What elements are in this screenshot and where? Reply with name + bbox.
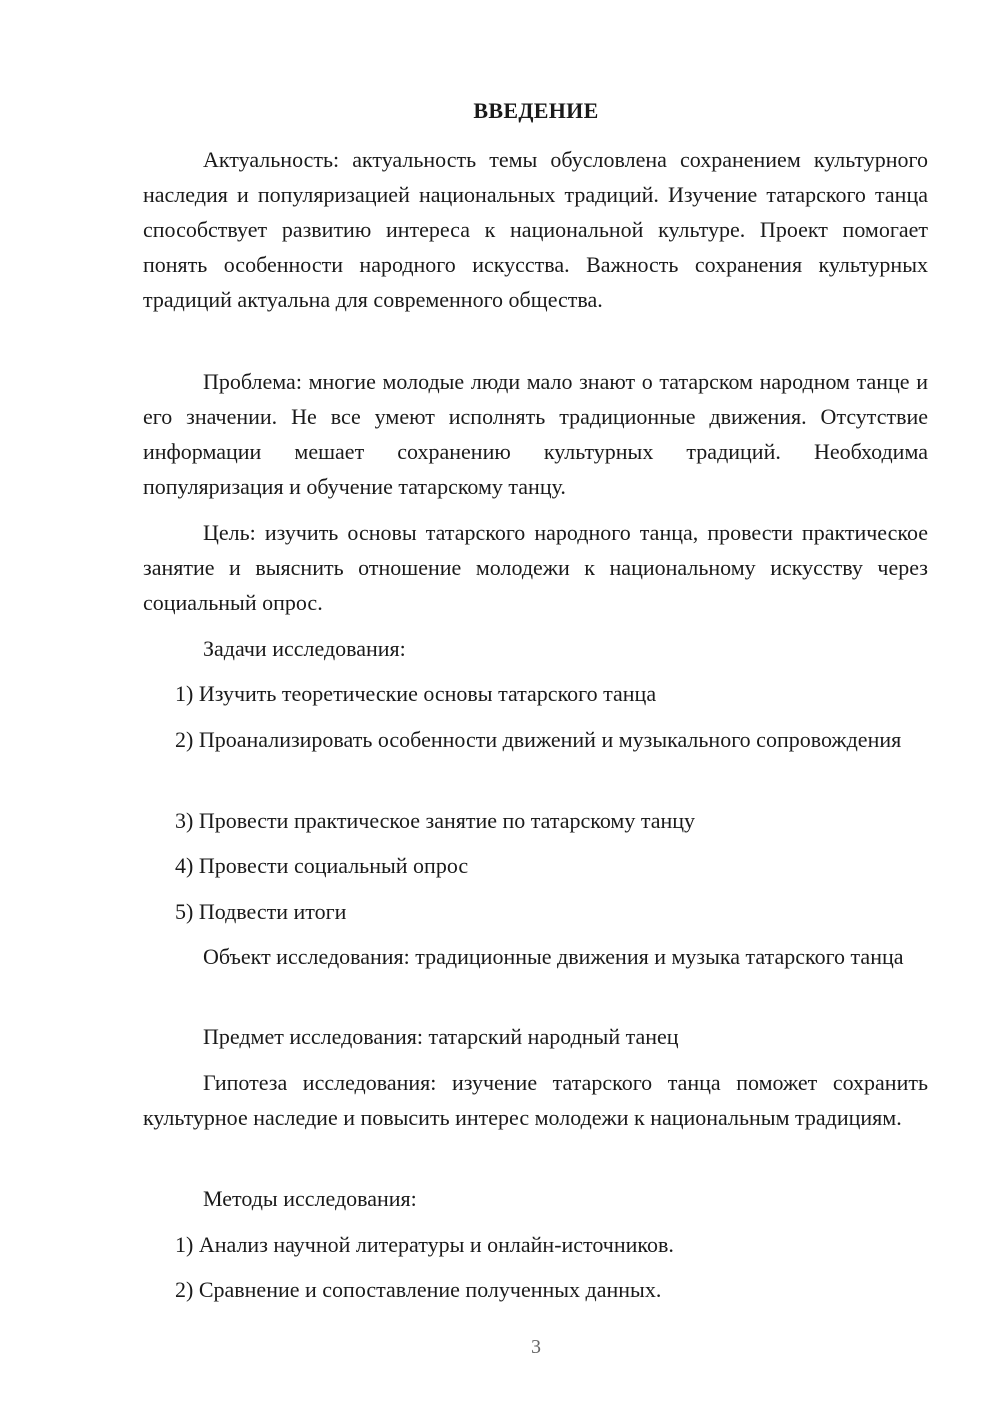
task-item-3: 3) Провести практическое занятие по татарскому танцу <box>175 808 696 833</box>
tasks-title: Задачи исследования: <box>203 636 406 661</box>
page-number: 3 <box>531 1336 541 1358</box>
methods-title: Методы исследования: <box>203 1186 417 1211</box>
paragraph-goal: Цель: изучить основы татарского народного танца, провести практическое занятие и выяснить отношение молодежи к национальному искусству через социальный опрос. <box>143 520 928 615</box>
task-item-5: 5) Подвести итоги <box>175 899 347 924</box>
paragraph-hypothesis: Гипотеза исследования: изучение татарского танца поможет сохранить культурное наследие и повысить интерес молодежи к национальным традициям. <box>143 1070 928 1130</box>
method-item-2: 2) Сравнение и сопоставление полученных данных. <box>175 1277 662 1302</box>
page-title: ВВЕДЕНИЕ <box>473 98 599 123</box>
paragraph-problem: Проблема: многие молодые люди мало знают о татарском народном танце и его значении. Не все умеют исполнять традиционные движения. Отсутствие информации мешает сохранению культурных традиций. Необходима популяризация и обучение татарскому танцу. <box>143 369 928 499</box>
task-item-2: 2) Проанализировать особенности движений и музыкального сопровождения <box>175 727 902 752</box>
paragraph-relevance: Актуальность: актуальность темы обусловлена сохранением культурного наследия и популяризацией национальных традиций. Изучение татарского танца способствует развитию интереса к национальной культуре. Проект помогает понять особенности народного искусства. Важность сохранения культурных традиций актуальна для современного общества. <box>143 147 928 312</box>
task-item-4: 4) Провести социальный опрос <box>175 853 469 878</box>
paragraph-object: Объект исследования: традиционные движения и музыка татарского танца <box>203 944 904 969</box>
task-item-1: 1) Изучить теоретические основы татарского танца <box>175 681 657 706</box>
method-item-1: 1) Анализ научной литературы и онлайн-источников. <box>175 1232 674 1257</box>
paragraph-subject: Предмет исследования: татарский народный танец <box>203 1024 679 1049</box>
